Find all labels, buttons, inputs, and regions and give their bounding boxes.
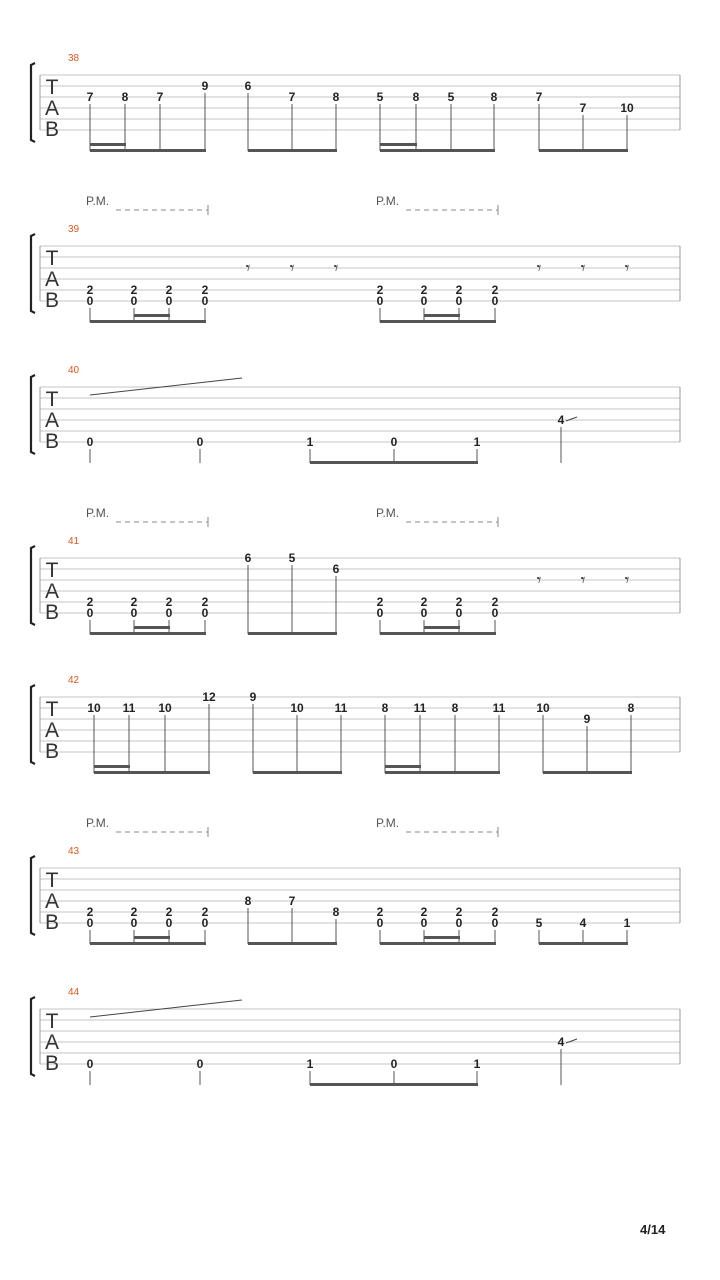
eighth-rest: 𝄾 [245,258,251,279]
fret-number: 7 [535,90,543,104]
fret-number: 0 [165,606,173,620]
fret-number: 0 [196,1057,204,1071]
fret-number: 0 [376,916,384,930]
measure-number: 43 [68,846,80,857]
secondary-beam [134,314,170,317]
fret-number: 0 [455,916,463,930]
fret-number: 8 [490,90,498,104]
fret-number: 0 [491,294,499,308]
beam [380,320,496,323]
fret-number: 5 [288,551,296,565]
tab-clef-letter: B [44,740,60,763]
fret-number: 0 [491,606,499,620]
fret-number: 0 [390,435,398,449]
measure-number: 40 [68,365,80,376]
fret-number: 2 [376,905,384,919]
fret-number: 2 [86,283,94,297]
fret-number: 4 [557,413,565,427]
tab-system [31,987,680,1086]
fret-number: 8 [244,894,252,908]
fret-number: 4 [557,1035,565,1049]
fret-number: 8 [332,90,340,104]
fret-number: 0 [130,606,138,620]
fret-number: 2 [130,595,138,609]
fret-number: 2 [201,905,209,919]
fret-number: 9 [583,712,591,726]
tab-clef-letter: A [44,719,60,742]
beam [90,320,206,323]
fret-number: 2 [491,595,499,609]
fret-number: 2 [376,595,384,609]
eighth-rest: 𝄾 [624,570,630,591]
fret-number: 0 [86,294,94,308]
fret-number: 2 [420,595,428,609]
secondary-beam [380,143,417,146]
fret-number: 0 [165,916,173,930]
secondary-beam [94,765,130,768]
fret-number: 0 [201,606,209,620]
fret-number: 0 [165,294,173,308]
fret-number: 2 [420,905,428,919]
fret-number: 1 [473,1057,481,1071]
fret-number: 2 [165,283,173,297]
fret-number: 0 [86,1057,94,1071]
eighth-rest: 𝄾 [624,258,630,279]
secondary-beam [90,143,126,146]
fret-number: 10 [536,701,550,715]
beam [94,771,210,774]
eighth-rest: 𝄾 [536,258,542,279]
fret-number: 10 [158,701,172,715]
tab-clef-letter: T [45,869,59,892]
fret-number: 8 [332,905,340,919]
fret-number: 2 [420,283,428,297]
fret-number: 2 [455,283,463,297]
fret-number: 7 [288,894,296,908]
measure-number: 39 [68,224,80,235]
fret-number: 1 [623,916,631,930]
measure-number: 44 [68,987,80,998]
fret-number: 1 [473,435,481,449]
fret-number: 5 [376,90,384,104]
fret-number: 0 [376,606,384,620]
fret-number: 8 [627,701,635,715]
tab-clef-letter: A [44,268,60,291]
fret-number: 8 [381,701,389,715]
fret-number: 10 [87,701,101,715]
tab-clef-letter: A [44,890,60,913]
fret-number: 1 [306,435,314,449]
beam [543,771,632,774]
fret-number: 5 [535,916,543,930]
fret-number: 0 [201,916,209,930]
palm-mute-label: P.M. [86,194,110,208]
fret-number: 0 [86,916,94,930]
beam [90,632,206,635]
tab-clef-letter: B [44,430,60,453]
measure-number: 42 [68,675,80,686]
beam [310,461,478,464]
fret-number: 7 [156,90,164,104]
system-bracket [31,546,35,625]
fret-number: 0 [86,435,94,449]
secondary-beam [424,626,460,629]
beam [253,771,342,774]
system-bracket [31,234,35,313]
secondary-beam [385,765,421,768]
tab-system [31,365,680,464]
beam [90,149,206,152]
measure-number: 38 [68,53,80,64]
eighth-rest: 𝄾 [580,258,586,279]
fret-number: 0 [196,435,204,449]
fret-number: 0 [130,294,138,308]
fret-number: 0 [390,1057,398,1071]
fret-number: 10 [620,101,634,115]
beam [380,632,496,635]
fret-number: 0 [420,294,428,308]
palm-mute-label: P.M. [86,816,110,830]
fret-number: 0 [130,916,138,930]
fret-number: 0 [491,916,499,930]
fret-number: 2 [165,905,173,919]
fret-number: 0 [455,606,463,620]
fret-number: 2 [201,595,209,609]
fret-number: 5 [447,90,455,104]
beam [248,942,337,945]
fret-number: 9 [249,690,257,704]
fret-number: 11 [413,701,427,715]
fret-number: 12 [202,690,216,704]
beam [539,942,628,945]
fret-number: 11 [492,701,506,715]
tab-clef-letter: B [44,289,60,312]
fret-number: 2 [165,595,173,609]
fret-number: 2 [455,905,463,919]
eighth-rest: 𝄾 [536,570,542,591]
fret-number: 8 [451,701,459,715]
tab-clef-letter: T [45,559,59,582]
tab-clef-letter: A [44,1031,60,1054]
fret-number: 10 [290,701,304,715]
fret-number: 7 [579,101,587,115]
fret-number: 4 [579,916,587,930]
fret-number: 6 [332,562,340,576]
system-bracket [31,63,35,142]
fret-number: 11 [122,701,136,715]
fret-number: 8 [121,90,129,104]
tab-clef-letter: B [44,1052,60,1075]
fret-number: 0 [420,606,428,620]
secondary-beam [424,314,460,317]
tab-system [31,816,680,945]
tab-clef-letter: B [44,118,60,141]
tab-clef-letter: B [44,911,60,934]
palm-mute-label: P.M. [376,506,400,520]
fret-number: 6 [244,79,252,93]
fret-number: 6 [244,551,252,565]
fret-number: 2 [491,283,499,297]
secondary-beam [424,936,460,939]
tab-clef-letter: B [44,601,60,624]
fret-number: 2 [455,595,463,609]
fret-number: 8 [412,90,420,104]
tab-clef-letter: T [45,388,59,411]
eighth-rest: 𝄾 [333,258,339,279]
fret-number: 11 [334,701,348,715]
eighth-rest: 𝄾 [580,570,586,591]
beam [248,149,337,152]
palm-mute-label: P.M. [86,506,110,520]
tab-clef-letter: A [44,97,60,120]
fret-number: 2 [491,905,499,919]
fret-number: 0 [455,294,463,308]
fret-number: 0 [201,294,209,308]
fret-number: 2 [130,283,138,297]
fret-number: 1 [306,1057,314,1071]
measure-number: 41 [68,536,80,547]
system-bracket [31,685,35,764]
eighth-rest: 𝄾 [289,258,295,279]
tab-clef-letter: T [45,247,59,270]
fret-number: 2 [201,283,209,297]
system-bracket [31,375,35,454]
palm-mute-label: P.M. [376,816,400,830]
tab-clef-letter: A [44,409,60,432]
fret-number: 9 [201,79,209,93]
system-bracket [31,997,35,1076]
fret-number: 2 [376,283,384,297]
tab-system [31,675,680,774]
tab-system [31,194,680,323]
beam [539,149,628,152]
fret-number: 0 [86,606,94,620]
page-indicator: 4/14 [640,1222,666,1237]
tab-clef-letter: T [45,76,59,99]
tab-system [31,53,680,152]
palm-mute-label: P.M. [376,194,400,208]
fret-number: 0 [376,294,384,308]
fret-number: 2 [86,595,94,609]
fret-number: 0 [420,916,428,930]
fret-number: 2 [86,905,94,919]
fret-number: 7 [288,90,296,104]
fret-number: 2 [130,905,138,919]
beam [90,942,206,945]
beam [380,942,496,945]
beam [310,1083,478,1086]
secondary-beam [134,936,170,939]
tab-clef-letter: A [44,580,60,603]
tab-clef-letter: T [45,698,59,721]
beam [380,149,495,152]
beam [248,632,337,635]
beam [385,771,500,774]
system-bracket [31,856,35,935]
fret-number: 7 [86,90,94,104]
secondary-beam [134,626,170,629]
tab-clef-letter: T [45,1010,59,1033]
tab-system [31,506,680,635]
